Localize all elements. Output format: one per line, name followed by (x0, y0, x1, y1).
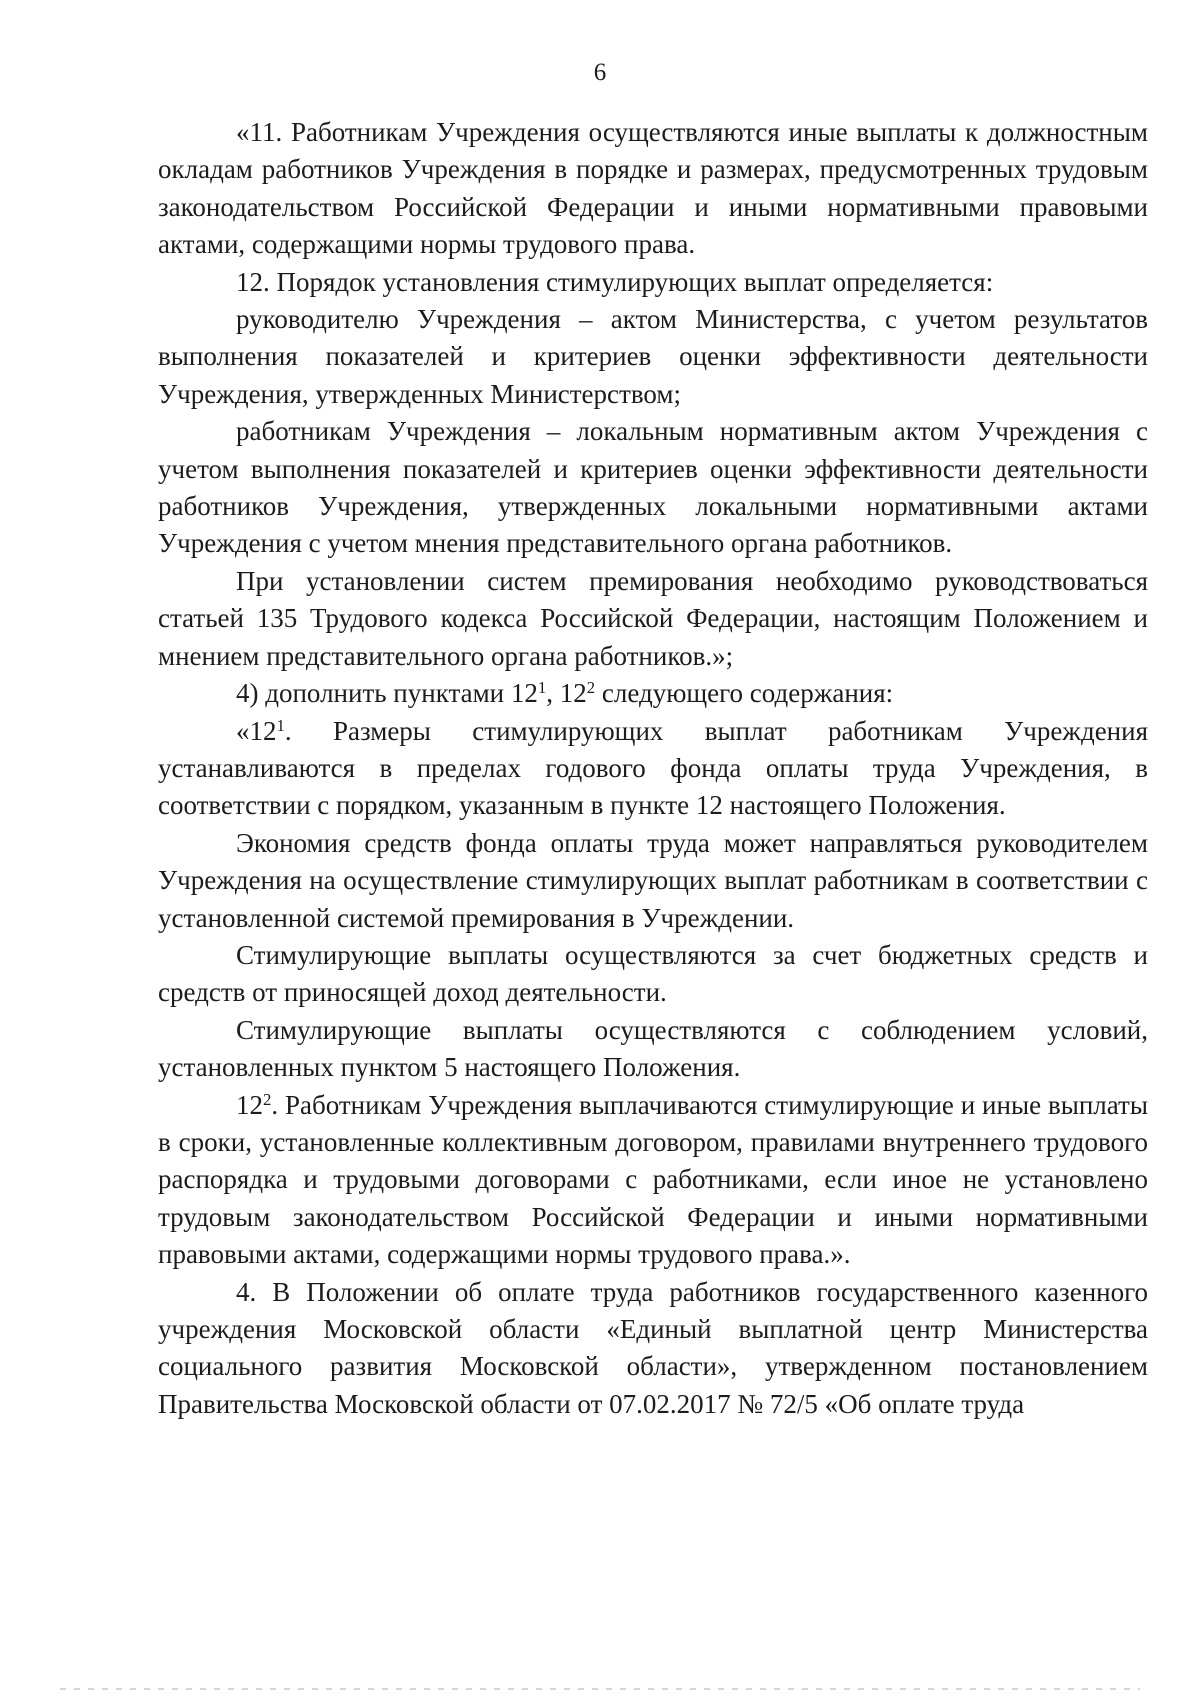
text-segment: , 12 (546, 678, 587, 709)
paragraph-item-12-1-savings: Экономия средств фонда оплаты труда может направляться руководителем Учреждения на осуществление стимулирующих выплат работникам в соответствии с установленной системой премирования в Учреждении. (158, 827, 1148, 933)
paragraph-item-12-2 (158, 1087, 1148, 1274)
paragraph-item-12-bonus-system: При установлении систем премирования необходимо руководствоваться статьей 135 Трудового кодекса Российской Федерации, настоящим Положением и мнением представительного органа работников.»; (158, 565, 1148, 671)
page-number: 6 (593, 59, 607, 86)
paragraph-item-12: 12. Порядок установления стимулирующих выплат определяется: (236, 266, 994, 297)
paragraph-item-12-head: руководителю Учреждения – актом Министерства, с учетом результатов выполнения показателей и критериев оценки эффективности деятельности Учреждения, утвержденных Министерством; (158, 304, 1148, 409)
text-segment: . Работникам Учреждения выплачиваются стимулирующие и иные выплаты в сроки, установленные коллективным договором, правилами внутреннего трудового распорядка и трудовыми договорами с работниками, если иное не установлено трудовым законодательством Российской Федерации и иными нормативными правовыми актами, содержащими нормы трудового права.». (158, 1089, 1148, 1270)
paragraph-item-12-1-funding: Стимулирующие выплаты осуществляются за счет бюджетных средств и средств от приносящей доход деятельности. (158, 939, 1148, 1008)
superscript: 1 (276, 715, 285, 735)
superscript: 1 (537, 677, 547, 697)
text-segment: . Размеры стимулирующих выплат работникам Учреждения устанавливаются в пределах годового фонда оплаты труда Учреждения, в соответствии с порядком, указанным в пункте 12 настоящего Положения. (158, 715, 1148, 821)
scan-artifact-line (60, 1688, 1140, 1690)
superscript: 2 (263, 1089, 272, 1109)
text-segment: следующего содержания: (595, 678, 894, 709)
paragraph-amendment-4 (158, 675, 1148, 712)
paragraph-section-4: 4. В Положении об оплате труда работников государственного казенного учреждения Московской области «Единый выплатной центр Министерства социального развития Московской области», утвержденном постановлением Правительства Московской области от 07.02.2017 № 72/5 «Об оплате труда (158, 1276, 1148, 1419)
document-body (158, 114, 1148, 1423)
text-segment: «12 (236, 715, 277, 746)
paragraph-item-12-1 (158, 713, 1148, 825)
paragraph-item-12-employees: работникам Учреждения – локальным нормативным актом Учреждения с учетом выполнения показателей и критериев оценки эффективности деятельности работников Учреждения, утвержденных локальными нормативными актами Учреждения с учетом мнения представительного органа работников. (158, 416, 1148, 559)
text-segment: 4) дополнить пунктами 12 (236, 678, 538, 709)
superscript: 2 (586, 677, 596, 697)
paragraph-item-11: «11. Работникам Учреждения осуществляются иные выплаты к должностным окладам работников Учреждения в порядке и размерах, предусмотренных трудовым законодательством Российской Федерации и иными нормативными правовыми актами, содержащими нормы трудового права. (158, 117, 1148, 260)
paragraph-item-12-1-conditions: Стимулирующие выплаты осуществляются с соблюдением условий, установленных пунктом 5 настоящего Положения. (158, 1014, 1148, 1083)
text-segment: 12 (236, 1089, 263, 1120)
